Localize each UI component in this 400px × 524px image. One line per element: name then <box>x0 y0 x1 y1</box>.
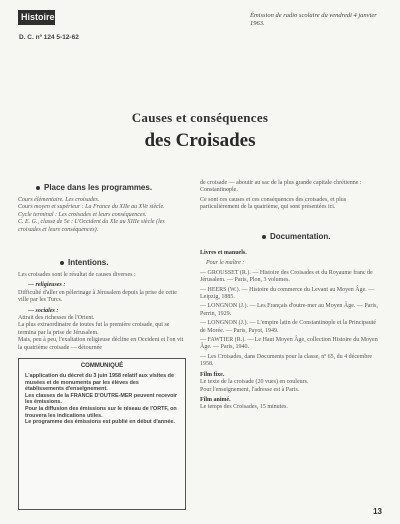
bullet-icon <box>60 261 64 265</box>
programme-line: Cycle terminal : Les croisades et leurs conséquences. <box>18 211 147 218</box>
bibliography-entry: — Les Croisades, dans Documents pour la classe, nº 65, du 4 décembre 1958. <box>200 353 372 368</box>
page-title-line2: des Croisades <box>144 130 256 151</box>
documentation-subheading: Livres et manuels. <box>200 250 247 256</box>
communique-line: Les classes de la FRANCE D'OUTRE-MER peuvent recevoir les émissions. <box>25 392 177 406</box>
communique-line: Le programme des émissions est publié en début d'année. <box>25 419 175 426</box>
film-text: Pour l'enseignement, l'adresse est à Paris. <box>200 386 300 393</box>
documentation-text <box>200 250 382 412</box>
film-heading: Film fixe. <box>200 371 225 378</box>
bibliography-entry: — LONGNON (J.). — L'empire latin de Constantinople et la Principauté de Morée. — Paris, Payot, 1949. <box>200 320 377 334</box>
section-heading-text: Intentions. <box>68 258 109 267</box>
intentions-paragraph: Difficulté d'aller en pèlerinage à Jérusalem depuis la prise de cette ville par les Turcs. <box>18 289 177 304</box>
broadcast-note: Émission de radio scolaire du vendredi 4 janvier 1963. <box>250 12 377 27</box>
page-title-line1: Causes et conséquences <box>131 110 269 125</box>
intentions-text <box>18 272 186 352</box>
document-reference: D. C. nº 124 5-12-62 <box>19 34 79 41</box>
communique-box <box>18 358 186 510</box>
intentions-heading: — religieuses : <box>28 282 66 289</box>
intentions-paragraph: La plus extraordinaire de toutes fut la première croisade, qui se termina par la prise de Jérusalem. <box>18 322 170 336</box>
film-text: Le temps des Croisades, 15 minutes. <box>200 404 288 411</box>
bibliography-entry: — GROUSSET (R.). — Histoire des Croisades et du Royaume franc de Jérusalem. — Paris, Plon, 3 volumes. <box>200 269 373 284</box>
right-paragraph: de croisade — aboutir au sac de la plus grande capitale chrétienne : Constantinople. <box>200 180 362 194</box>
bullet-icon <box>262 235 266 239</box>
section-heading-text: Place dans les programmes. <box>44 183 153 192</box>
section-heading-text: Documentation. <box>270 232 331 241</box>
documentation-subheading: Pour le maître : <box>206 260 245 267</box>
intentions-paragraph: Attrait des richesses de l'Orient. <box>18 315 95 322</box>
communique-line: Pour la diffusion des émissions sur le réseau de l'ORTF, on trouvera les indications utiles. <box>25 405 177 419</box>
bibliography-entry: — FAWTIER (R.). — Le Haut Moyen Âge, collection Histoire du Moyen Âge. — Paris, 1940. <box>200 337 378 351</box>
programme-line: C. E. G., classe de 5e : L'Occident du XIe au XIIIe siècle (les croisades et leurs conséquences). <box>18 219 165 233</box>
communique-title: COMMUNIQUÉ <box>80 363 124 369</box>
right-intro-text <box>200 180 382 212</box>
bullet-icon <box>36 186 40 190</box>
programmes-text <box>18 197 186 234</box>
page-number: 13 <box>373 507 382 516</box>
film-text: Le texte de la croisade (20 vues) en couleurs. <box>200 379 309 386</box>
communique-line: L'application du décret du 3 juin 1958 relatif aux visites de musées et de monuments par les élèves des établissements d'enseignement. <box>25 373 174 393</box>
intentions-heading: — sociales : <box>28 307 59 314</box>
programme-line: Cours élémentaire. Les croisades. <box>18 197 100 203</box>
bibliography-entry: — LONGNON (J.). — Les Français d'outre-mer au Moyen Âge. — Paris, Perrin, 1929. <box>200 303 378 317</box>
intentions-paragraph: Mais, peu à peu, l'exaltation religieuse décline en Occident et l'on vit la quatrième croisade — détournée <box>18 337 184 351</box>
bibliography-entry: — HEERS (W.). — Histoire du commerce du Levant au Moyen Âge. — Leipzig, 1885. <box>200 286 375 301</box>
film-heading: Film animé. <box>200 396 231 403</box>
programme-line: Cours moyen et supérieur : La France du XIIe au XVe siècle. <box>18 204 165 211</box>
section-heading-programmes <box>36 183 152 192</box>
section-heading-intentions <box>60 258 108 267</box>
right-paragraph: Ce sont ces causes et ces conséquences des croisades, et plus particulièrement de la quatrième, qui sont présentées ici. <box>200 196 347 211</box>
intentions-intro: Les croisades sont le résultat de causes diverses : <box>18 272 136 278</box>
communique-text <box>19 369 185 430</box>
section-tab: Histoire <box>18 10 55 25</box>
section-heading-documentation <box>262 232 330 241</box>
